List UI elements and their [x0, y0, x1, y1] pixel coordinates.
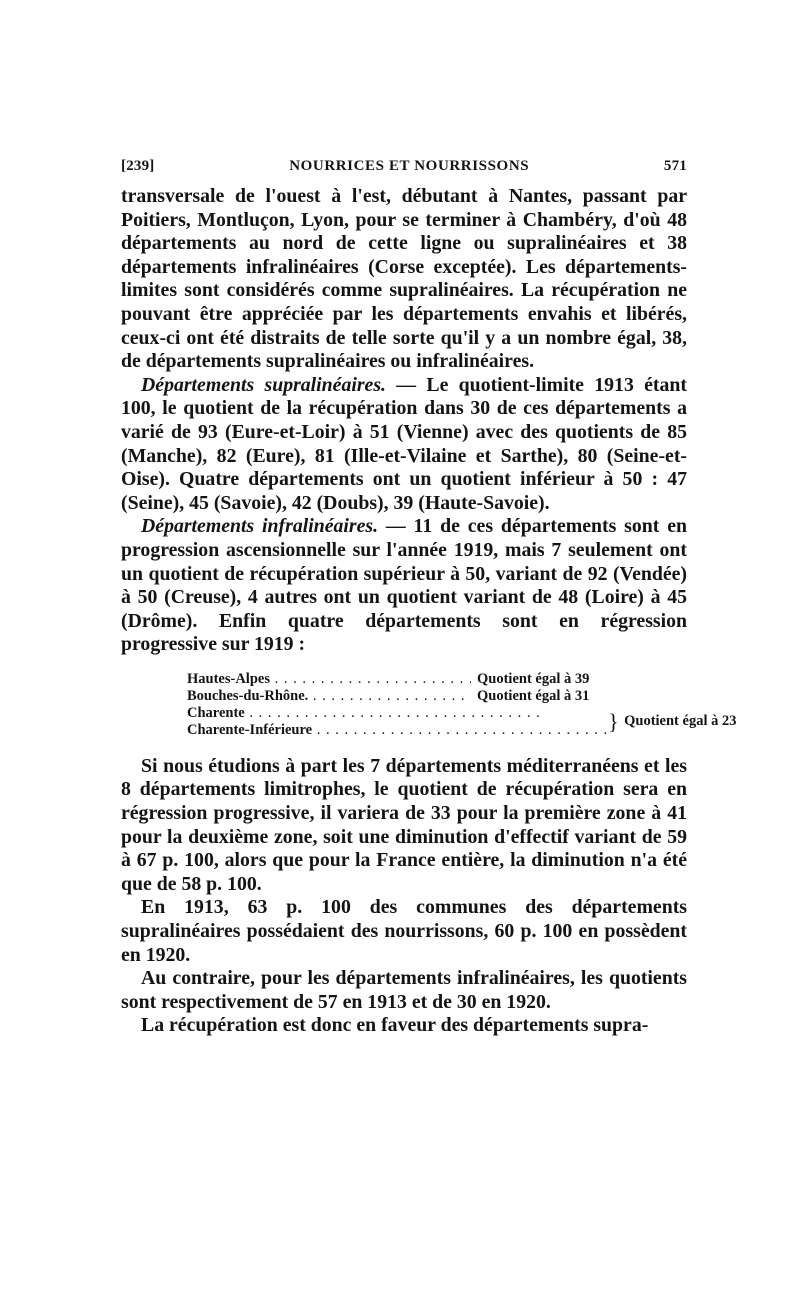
section-number: [239]: [121, 158, 155, 174]
paragraph-3: [121, 515, 687, 657]
paragraph-7: La récupération est donc en faveur des départements supra-: [141, 1014, 649, 1037]
paragraph-2-body: — Le quotient-limite 1913 étant 100, le quotient de la récupération dans 30 de ces départements a varié de 93 (Eure-et-Loir) à 51 (Vienne) avec des quotients de 85 (Manche), 82 (Eure), 81 (Ille-et-Vilaine et Sarthe), 80 (Seine-et-Oise). Quatre départements ont un quotient inférieur à 50 : 47 (Seine), 45 (Savoie), 42 (Doubs), 39 (Haute-Savoie).: [121, 373, 687, 514]
department-name: Hautes-Alpes . . .: [187, 671, 471, 687]
quotient-value: Quotient égal à 31: [477, 687, 590, 704]
paragraph-5: En 1913, 63 p. 100 des communes des départements supralinéaires possédaient des nourrissons, 60 p. 100 en possèdent en 1920.: [121, 896, 687, 966]
paragraph-1: transversale de l'ouest à l'est, débutant à Nantes, passant par Poitiers, Montluçon, Lyon, pour se terminer à Chambéry, d'où 48 départements au nord de cette ligne ou supralinéaires et 38 départements infralinéaires (Corse exceptée). Les départements-limites sont considérés comme supralinéaires. La récupération ne pouvant être appréciée par les départements envahis et libérés, ceux-ci ont été distraits de telle sorte qu'il y a un nombre égal, 38, de départements supralinéaires ou infralinéaires.: [121, 185, 687, 373]
book-page: [121, 158, 737, 1038]
running-title: NOURRICES ET NOURRISSONS: [289, 158, 530, 174]
running-header: [121, 158, 687, 175]
quotient-table: [187, 670, 737, 739]
department-name: Bouches-du-Rhône. . . .: [187, 688, 471, 704]
page-number: 571: [663, 158, 687, 174]
quotient-group: [187, 704, 737, 739]
quotient-value: Quotient égal à 23: [624, 713, 737, 730]
brace-glyph: }: [608, 708, 619, 734]
paragraph-3-body: — 11 de ces départements sont en progression ascensionnelle sur l'année 1919, mais 7 seulement ont un quotient de récupération supérieur à 50, variant de 92 (Vendée) à 50 (Creuse), 4 autres ont un quotient variant de 48 (Loire) à 45 (Drôme). Enfin quatre départements sont en régression progressive sur 1919 :: [121, 515, 687, 656]
quotient-row: [187, 671, 627, 688]
department-name: Charente . . .: [187, 705, 541, 721]
paragraph-4: Si nous étudions à part les 7 départements méditerranéens et les 8 départements limitrophes, le quotient de récupération sera en régression progressive, il variera de 33 pour la première zone à 41 pour la deuxième zone, soit une diminution d'effectif variant de 59 à 67 p. 100, alors que pour la France entière, la diminution n'a été que de 58 p. 100.: [121, 754, 687, 895]
paragraph-3-heading: Départements infralinéaires.: [141, 515, 379, 538]
paragraph-2: [121, 374, 687, 516]
paragraph-2-heading: Départements supralinéaires.: [141, 373, 386, 396]
quotient-row: [187, 688, 627, 705]
paragraph-6: Au contraire, pour les départements infralinéaires, les quotients sont respectivement de 57 en 1913 et de 30 en 1920.: [121, 967, 687, 1013]
quotient-value: Quotient égal à 39: [477, 670, 590, 687]
department-name: Charente-Inférieure . . .: [187, 722, 608, 738]
